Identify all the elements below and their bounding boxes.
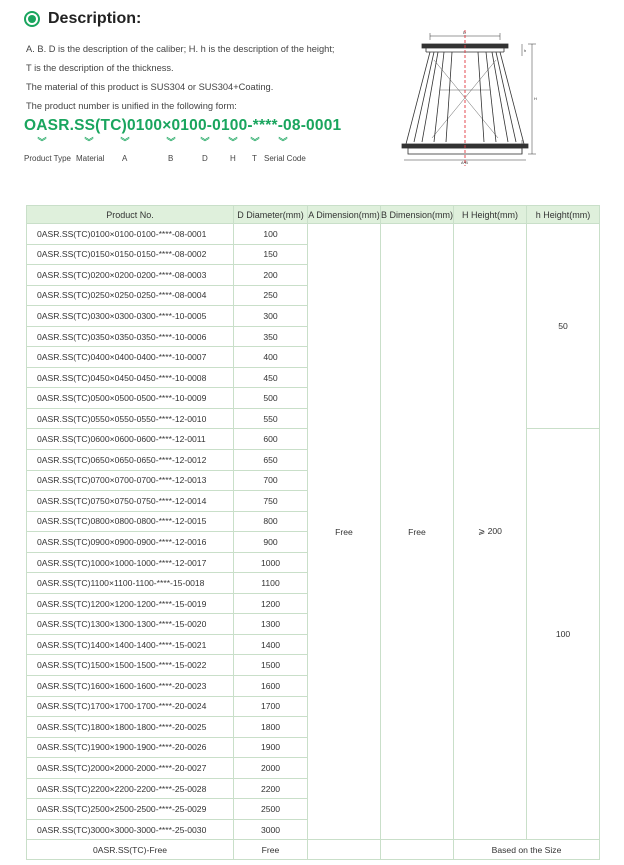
product-number-formula: OASR.SS(TC)0100×0100-0100-****-08-0001	[24, 117, 342, 134]
cell-empty	[308, 840, 381, 860]
cell-product-no-free: 0ASR.SS(TC)-Free	[27, 840, 234, 860]
spec-table	[26, 205, 600, 860]
cell-product-no: 0ASR.SS(TC)1000×1000-1000-****-12-0017	[27, 552, 234, 573]
drawing-label-h-small: h	[524, 48, 527, 53]
cell-d-diameter: 600	[234, 429, 308, 450]
cell-d-diameter: 100	[234, 224, 308, 245]
cell-product-no: 0ASR.SS(TC)2500×2500-2500-****-25-0029	[27, 799, 234, 820]
cell-d-diameter: 1000	[234, 552, 308, 573]
cell-product-no: 0ASR.SS(TC)2200×2200-2200-****-25-0028	[27, 778, 234, 799]
cell-d-diameter: 1300	[234, 614, 308, 635]
drawing-label-ab: A*B	[461, 160, 468, 165]
cell-d-diameter: 300	[234, 306, 308, 327]
cell-product-no: 0ASR.SS(TC)0200×0200-0200-****-08-0003	[27, 265, 234, 286]
cell-d-diameter: 750	[234, 491, 308, 512]
cell-d-diameter: 400	[234, 347, 308, 368]
cell-d-diameter: 250	[234, 285, 308, 306]
cell-product-no: 0ASR.SS(TC)0700×0700-0700-****-12-0013	[27, 470, 234, 491]
cell-product-no: 0ASR.SS(TC)0400×0400-0400-****-10-0007	[27, 347, 234, 368]
cell-product-no: 0ASR.SS(TC)0350×0350-0350-****-10-0006	[27, 326, 234, 347]
cell-h-small-group1: 50	[527, 224, 600, 429]
description-block	[26, 40, 335, 116]
header-b-dimension: B Dimension(mm)	[381, 206, 454, 224]
chevron-down-icon: ︾	[278, 137, 288, 147]
cell-empty	[381, 840, 454, 860]
cell-d-diameter: 1600	[234, 676, 308, 697]
cell-d-diameter: 2000	[234, 758, 308, 779]
chevron-down-icon: ︾	[37, 137, 47, 147]
pn-label-product-type: Product Type	[24, 154, 71, 163]
pn-label-a: A	[122, 154, 128, 163]
cell-d-diameter: 3000	[234, 819, 308, 840]
cell-product-no: 0ASR.SS(TC)1400×1400-1400-****-15-0021	[27, 634, 234, 655]
pn-label-material: Material	[76, 154, 105, 163]
cell-product-no: 0ASR.SS(TC)1100×1100-1100-****-15-0018	[27, 573, 234, 594]
cell-product-no: 0ASR.SS(TC)0650×0650-0650-****-12-0012	[27, 450, 234, 471]
cell-product-no: 0ASR.SS(TC)0800×0800-0800-****-12-0015	[27, 511, 234, 532]
cell-d-diameter: 150	[234, 244, 308, 265]
chevron-down-icon: ︾	[120, 137, 130, 147]
cell-product-no: 0ASR.SS(TC)0900×0900-0900-****-12-0016	[27, 532, 234, 553]
cell-based-on-size: Based on the Size	[454, 840, 600, 860]
table-row	[27, 224, 600, 245]
pn-label-b: B	[168, 154, 174, 163]
cell-product-no: 0ASR.SS(TC)0250×0250-0250-****-08-0004	[27, 285, 234, 306]
cell-d-diameter: 1800	[234, 717, 308, 738]
pn-label-t: T	[252, 154, 257, 163]
cell-d-diameter: 1100	[234, 573, 308, 594]
table-row-free	[27, 840, 600, 860]
description-line: The material of this product is SUS304 or SUS304+Coating.	[26, 82, 274, 92]
cell-h-height: ⩾ 200	[454, 224, 527, 840]
chevron-down-icon: ︾	[84, 137, 94, 147]
description-line: T is the description of the thickness.	[26, 63, 174, 73]
header-d-diameter: D Diameter(mm)	[234, 206, 308, 224]
cell-d-diameter: 900	[234, 532, 308, 553]
cell-d-diameter: 1500	[234, 655, 308, 676]
cell-product-no: 0ASR.SS(TC)1200×1200-1200-****-15-0019	[27, 593, 234, 614]
cell-product-no: 0ASR.SS(TC)0300×0300-0300-****-10-0005	[27, 306, 234, 327]
chevron-down-icon: ︾	[166, 137, 176, 147]
cell-product-no: 0ASR.SS(TC)0150×0150-0150-****-08-0002	[27, 244, 234, 265]
cell-b-dimension: Free	[381, 224, 454, 840]
cell-product-no: 0ASR.SS(TC)1600×1600-1600-****-20-0023	[27, 676, 234, 697]
cell-d-diameter: 650	[234, 450, 308, 471]
cell-d-diameter: 1400	[234, 634, 308, 655]
cell-d-diameter: 2500	[234, 799, 308, 820]
cell-product-no: 0ASR.SS(TC)0600×0600-0600-****-12-0011	[27, 429, 234, 450]
radio-bullet-icon	[24, 11, 40, 27]
header-product-no: Product No.	[27, 206, 234, 224]
cell-d-diameter: 1900	[234, 737, 308, 758]
cell-product-no: 0ASR.SS(TC)1900×1900-1900-****-20-0026	[27, 737, 234, 758]
cell-a-dimension: Free	[308, 224, 381, 840]
drawing-label-d: D	[463, 30, 466, 35]
chevron-down-icon: ︾	[250, 137, 260, 147]
cell-d-diameter: 500	[234, 388, 308, 409]
pn-label-serial-code: Serial Code	[264, 154, 306, 163]
cell-product-no: 0ASR.SS(TC)0100×0100-0100-****-08-0001	[27, 224, 234, 245]
pn-label-h: H	[230, 154, 236, 163]
header-h-height: H Height(mm)	[454, 206, 527, 224]
cell-d-diameter: 2200	[234, 778, 308, 799]
cell-d-diameter: 200	[234, 265, 308, 286]
heading-text: Description:	[48, 10, 142, 27]
chevron-down-icon: ︾	[200, 137, 210, 147]
cell-d-diameter: 550	[234, 408, 308, 429]
cell-product-no: 0ASR.SS(TC)0450×0450-0450-****-10-0008	[27, 367, 234, 388]
chevron-down-icon: ︾	[228, 137, 238, 147]
product-drawing	[400, 30, 550, 170]
cell-product-no: 0ASR.SS(TC)0550×0550-0550-****-12-0010	[27, 408, 234, 429]
cell-d-diameter: 700	[234, 470, 308, 491]
section-heading	[24, 10, 141, 28]
cell-d-diameter: 1700	[234, 696, 308, 717]
cell-product-no: 0ASR.SS(TC)3000×3000-3000-****-25-0030	[27, 819, 234, 840]
cell-d-diameter: 450	[234, 367, 308, 388]
drawing-label-h-big: H	[534, 96, 537, 101]
cell-h-small-group2: 100	[527, 429, 600, 840]
cell-product-no: 0ASR.SS(TC)1800×1800-1800-****-20-0025	[27, 717, 234, 738]
description-line: A. B. D is the description of the caliber; H. h is the description of the height;	[26, 44, 335, 54]
cell-d-free: Free	[234, 840, 308, 860]
header-a-dimension: A Dimension(mm)	[308, 206, 381, 224]
pn-label-d: D	[202, 154, 208, 163]
cell-d-diameter: 350	[234, 326, 308, 347]
cell-product-no: 0ASR.SS(TC)2000×2000-2000-****-20-0027	[27, 758, 234, 779]
cell-d-diameter: 800	[234, 511, 308, 532]
header-h-small-height: h Height(mm)	[527, 206, 600, 224]
cell-d-diameter: 1200	[234, 593, 308, 614]
cell-product-no: 0ASR.SS(TC)1700×1700-1700-****-20-0024	[27, 696, 234, 717]
description-line: The product number is unified in the following form:	[26, 101, 237, 111]
cell-product-no: 0ASR.SS(TC)1300×1300-1300-****-15-0020	[27, 614, 234, 635]
cell-product-no: 0ASR.SS(TC)1500×1500-1500-****-15-0022	[27, 655, 234, 676]
table-header-row	[27, 206, 600, 224]
cell-product-no: 0ASR.SS(TC)0500×0500-0500-****-10-0009	[27, 388, 234, 409]
cell-product-no: 0ASR.SS(TC)0750×0750-0750-****-12-0014	[27, 491, 234, 512]
